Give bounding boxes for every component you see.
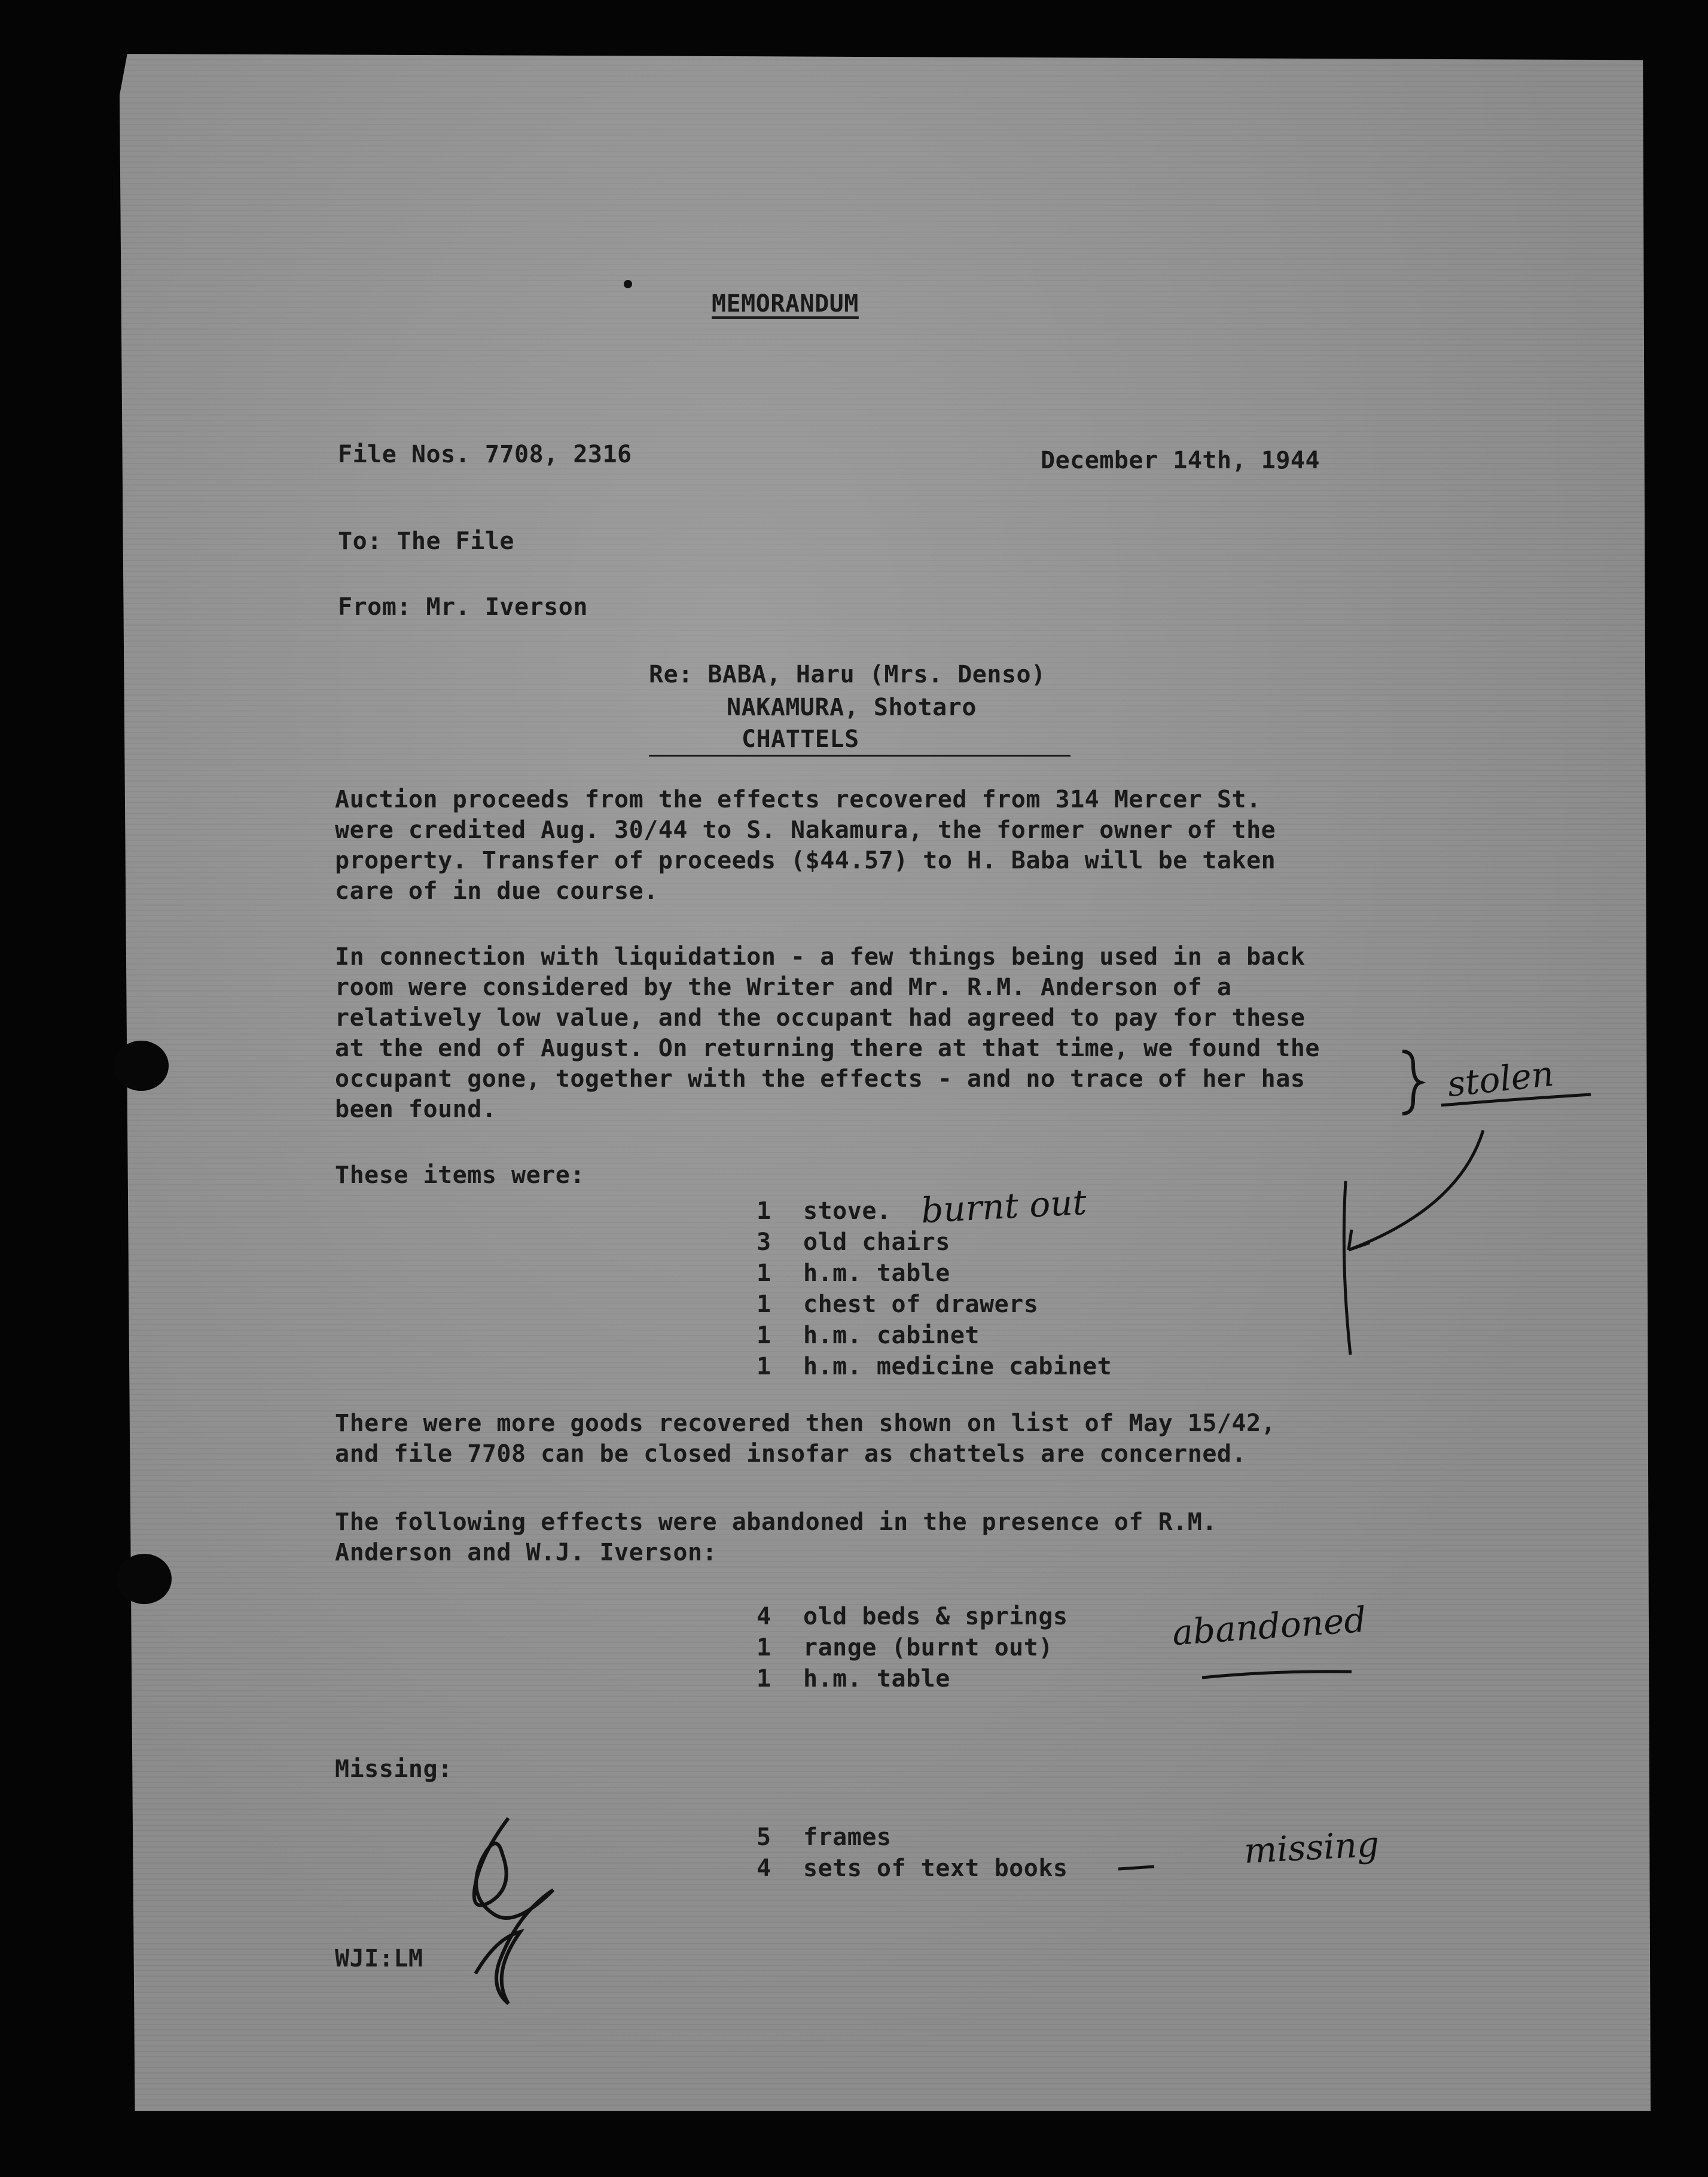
item-qty: 1 (757, 1665, 771, 1693)
typist-initials: WJI:LM (335, 1945, 423, 1972)
item-desc: chest of drawers (803, 1291, 1039, 1318)
paragraph-line: were credited Aug. 30/44 to S. Nakamura, the former owner of the (335, 816, 1276, 844)
paragraph-line: property. Transfer of proceeds ($44.57) to H. Baba will be taken (335, 847, 1276, 874)
paragraph-line: relatively low value, and the occupant had agreed to pay for these (335, 1004, 1306, 1032)
memo-date: December 14th, 1944 (1041, 447, 1320, 474)
from-line: From: Mr. Iverson (338, 593, 588, 621)
re-line-2: NAKAMURA, Shotaro (727, 694, 977, 721)
item-qty: 1 (757, 1353, 771, 1380)
item-desc: h.m. medicine cabinet (803, 1353, 1112, 1380)
item-desc: range (burnt out) (803, 1634, 1053, 1661)
paragraph-line: at the end of August. On returning there at that time, we found the (335, 1035, 1320, 1062)
re-line-1: Re: BABA, Haru (Mrs. Denso) (649, 661, 1046, 688)
paragraph-line: The following effects were abandoned in the presence of R.M. (335, 1508, 1217, 1536)
item-desc: old chairs (803, 1228, 950, 1256)
handwritten-burnt-out: burnt out (920, 1181, 1088, 1231)
stolen-brace (1402, 1051, 1420, 1114)
paragraph-line: room were considered by the Writer and Mr. R.M. Anderson of a (335, 974, 1232, 1001)
item-qty: 1 (757, 1197, 771, 1225)
abandoned-underline (1202, 1672, 1352, 1678)
item-desc: old beds & springs (803, 1603, 1068, 1630)
paragraph-line: been found. (335, 1096, 497, 1123)
stolen-underline (1441, 1094, 1591, 1105)
handwritten-stolen: stolen (1445, 1053, 1556, 1105)
paragraph-line: and file 7708 can be closed insofar as chattels are concerned. (335, 1440, 1247, 1468)
stolen-bracket-line (1344, 1181, 1350, 1355)
item-qty: 1 (757, 1322, 771, 1349)
missing-dash (1118, 1867, 1154, 1869)
item-qty: 4 (757, 1603, 771, 1630)
item-desc: frames (803, 1824, 892, 1851)
handwritten-abandoned: abandoned (1171, 1599, 1368, 1654)
paragraph-line: care of in due course. (335, 877, 658, 905)
to-line: To: The File (338, 528, 514, 555)
memo-title: MEMORANDUM (712, 290, 859, 318)
item-desc: h.m. cabinet (803, 1322, 980, 1349)
signature-scribble (474, 1818, 553, 2004)
file-numbers: File Nos. 7708, 2316 (338, 441, 632, 468)
missing-label: Missing: (335, 1755, 453, 1783)
item-desc: stove. (803, 1197, 892, 1225)
item-qty: 4 (757, 1855, 771, 1882)
paragraph-line: Anderson and W.J. Iverson: (335, 1539, 718, 1566)
item-desc: h.m. table (803, 1665, 950, 1693)
item-qty: 3 (757, 1228, 771, 1256)
paragraph-line: There were more goods recovered then shown on list of May 15/42, (335, 1410, 1276, 1437)
item-desc: sets of text books (803, 1855, 1068, 1882)
re-line-3: CHATTELS (742, 725, 859, 753)
item-qty: 1 (757, 1291, 771, 1318)
item-qty: 1 (757, 1634, 771, 1661)
item-qty: 5 (757, 1824, 771, 1851)
paragraph-line: Auction proceeds from the effects recovered from 314 Mercer St. (335, 786, 1261, 813)
handwritten-missing: missing (1243, 1824, 1380, 1871)
ink-speck (624, 280, 632, 288)
stolen-arrow (1349, 1130, 1483, 1250)
paragraph-line: In connection with liquidation - a few things being used in a back (335, 943, 1306, 971)
item-qty: 1 (757, 1260, 771, 1287)
stolen-arrowhead (1349, 1230, 1370, 1250)
item-desc: h.m. table (803, 1260, 950, 1287)
items-intro: These items were: (335, 1161, 585, 1189)
paragraph-line: occupant gone, together with the effects - and no trace of her has (335, 1065, 1306, 1093)
